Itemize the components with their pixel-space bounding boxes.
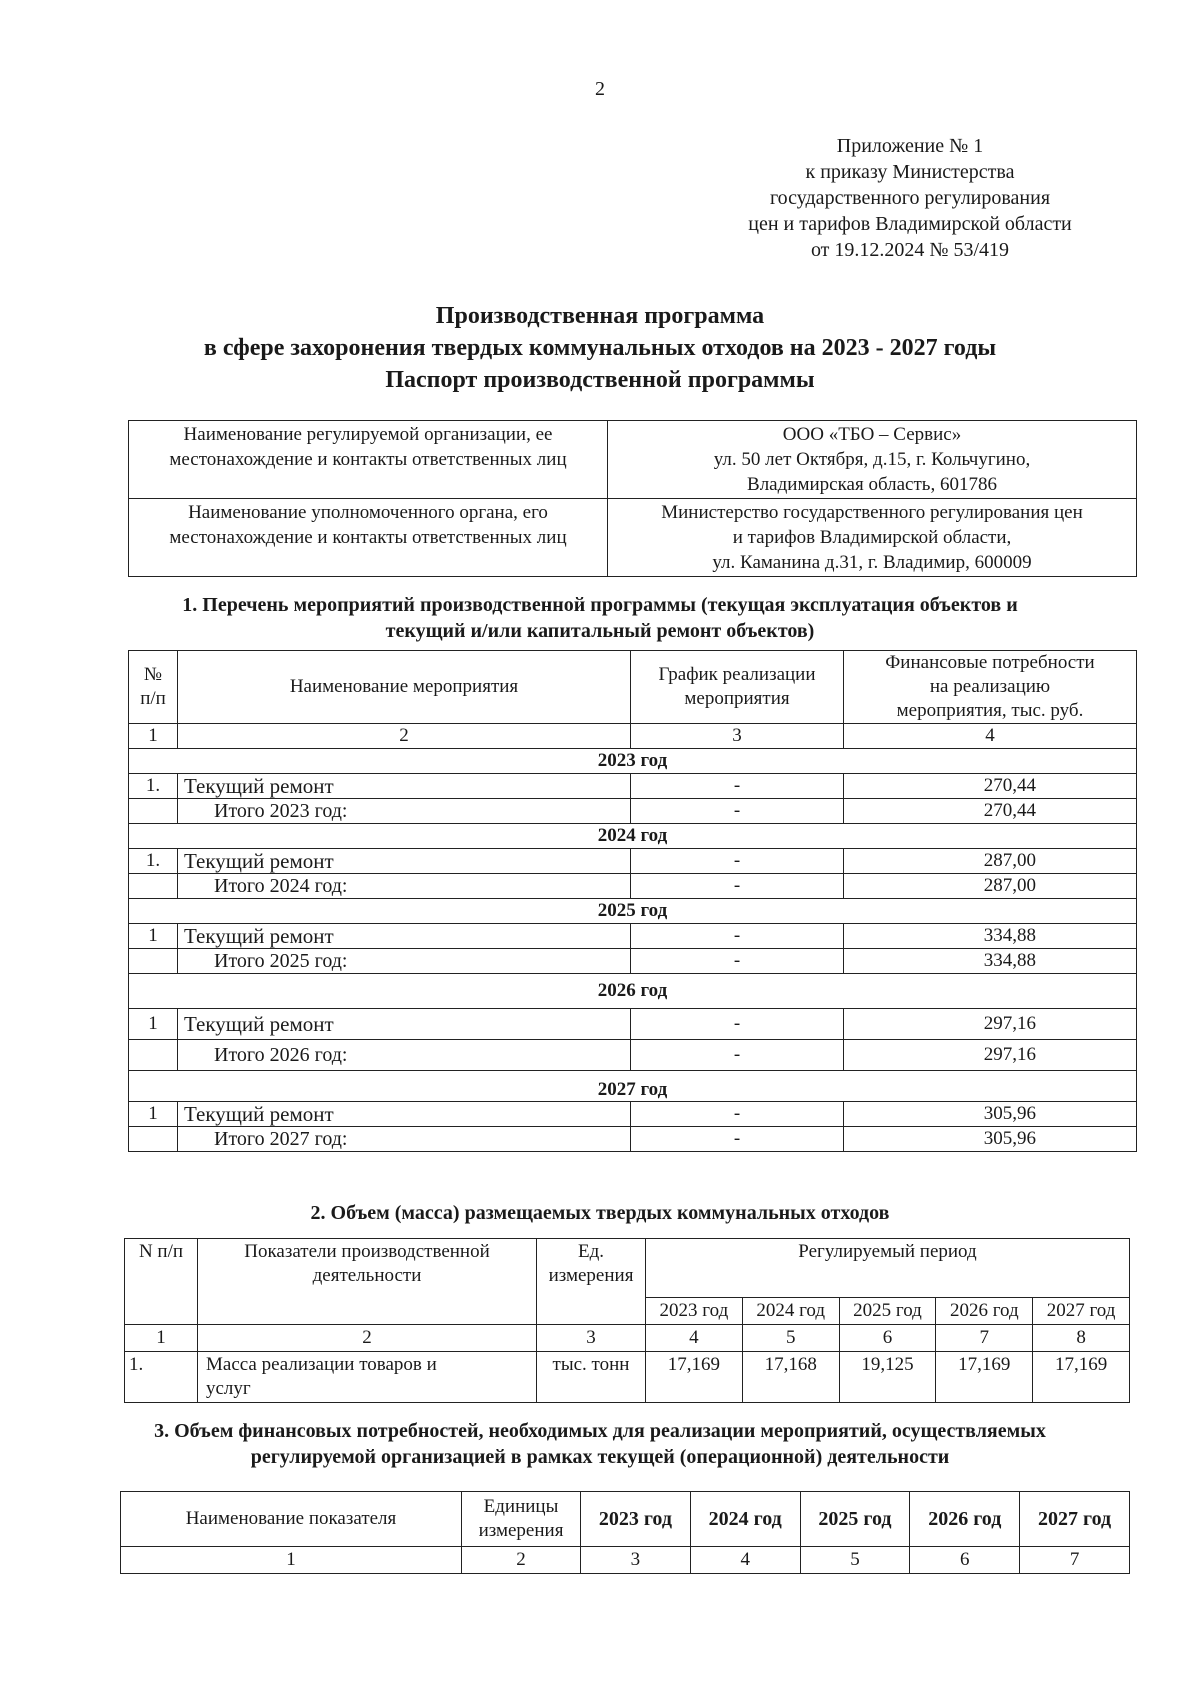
- schedule-value: -: [631, 1040, 844, 1071]
- table-cell: [129, 1040, 178, 1071]
- column-number: 5: [800, 1547, 910, 1574]
- total-amount: 287,00: [844, 874, 1137, 899]
- year-label: 2027 год: [129, 1071, 1137, 1102]
- year-row: [129, 1071, 1137, 1102]
- cell-text: Наименование регулируемой организации, ее: [183, 424, 553, 445]
- activity-name: Текущий ремонт: [178, 774, 631, 799]
- header-cell: [631, 651, 844, 724]
- cell-text: Масса реализации товаров и: [206, 1354, 437, 1375]
- row-number: 1.: [129, 774, 178, 799]
- waste-volume-table: [124, 1238, 1130, 1403]
- year-header: 2025 год: [839, 1298, 936, 1325]
- total-row: [129, 1127, 1137, 1152]
- cell-text: Министерство государственного регулирования цен: [661, 502, 1083, 523]
- header-text: мероприятия: [684, 688, 790, 709]
- schedule-value: -: [631, 849, 844, 874]
- header-text: №: [143, 664, 163, 685]
- column-number: 2: [462, 1547, 581, 1574]
- column-number-row: [121, 1547, 1130, 1574]
- column-number: 6: [910, 1547, 1020, 1574]
- table-row: [129, 421, 1137, 499]
- column-number: 1: [125, 1325, 198, 1352]
- header-text: измерения: [478, 1520, 564, 1541]
- cell-text: ул. 50 лет Октября, д.15, г. Кольчугино,: [713, 449, 1031, 470]
- passport-table: [128, 420, 1137, 577]
- header-text: мероприятия, тыс. руб.: [896, 700, 1084, 721]
- header-cell: [462, 1492, 581, 1547]
- table-row: [129, 499, 1137, 577]
- year-label: 2025 год: [129, 899, 1137, 924]
- column-number: 7: [1020, 1547, 1130, 1574]
- table-cell: [129, 421, 608, 499]
- mass-value: 19,125: [839, 1352, 936, 1403]
- column-number: 3: [631, 724, 844, 749]
- column-number: 4: [844, 724, 1137, 749]
- page-number: 2: [595, 78, 605, 100]
- column-number: 1: [129, 724, 178, 749]
- mass-value: 17,169: [1033, 1352, 1130, 1403]
- header-cell: Регулируемый период: [646, 1239, 1130, 1298]
- total-label: Итого 2024 год:: [178, 874, 631, 899]
- row-number: 1: [129, 924, 178, 949]
- header-cell: [844, 651, 1137, 724]
- total-amount: 297,16: [844, 1040, 1137, 1071]
- column-number: 4: [690, 1547, 800, 1574]
- mass-value: 17,168: [742, 1352, 839, 1403]
- mass-value: 17,169: [646, 1352, 743, 1403]
- year-label: 2023 год: [129, 749, 1137, 774]
- title-line: Производственная программа: [435, 303, 765, 329]
- column-number: 4: [646, 1325, 743, 1352]
- appendix-line: Приложение № 1: [836, 135, 984, 157]
- table-row: [129, 849, 1137, 874]
- table-row: [129, 1102, 1137, 1127]
- column-number-row: [129, 724, 1137, 749]
- section-title-line: 3. Объем финансовых потребностей, необходимых для реализации мероприятий, осуществляемых: [154, 1420, 1046, 1442]
- total-label: Итого 2025 год:: [178, 949, 631, 974]
- total-row: [129, 1040, 1137, 1071]
- header-cell: Наименование мероприятия: [178, 651, 631, 724]
- column-number: 1: [121, 1547, 462, 1574]
- amount-value: 334,88: [844, 924, 1137, 949]
- cell-text: местонахождение и контакты ответственных лиц: [169, 527, 567, 548]
- title-line: Паспорт производственной программы: [385, 367, 815, 393]
- table-row: [129, 774, 1137, 799]
- column-number: 6: [839, 1325, 936, 1352]
- total-row: [129, 874, 1137, 899]
- total-amount: 270,44: [844, 799, 1137, 824]
- appendix-line: к приказу Министерства: [805, 161, 1015, 183]
- schedule-value: -: [631, 874, 844, 899]
- schedule-value: -: [631, 949, 844, 974]
- year-header: 2025 год: [800, 1492, 910, 1547]
- document-title: [0, 300, 1200, 396]
- row-number: 1: [129, 1009, 178, 1040]
- row-number: 1: [129, 1102, 178, 1127]
- header-text: п/п: [140, 688, 166, 709]
- section-title-line: 1. Перечень мероприятий производственной программы (текущая эксплуатация объектов и: [182, 594, 1018, 616]
- column-number: 5: [742, 1325, 839, 1352]
- column-number: 2: [198, 1325, 537, 1352]
- appendix-note: [700, 133, 1120, 263]
- year-header: 2026 год: [910, 1492, 1020, 1547]
- year-header: 2024 год: [742, 1298, 839, 1325]
- total-row: [129, 799, 1137, 824]
- table-header-row: [121, 1492, 1130, 1547]
- total-amount: 334,88: [844, 949, 1137, 974]
- total-label: Итого 2027 год:: [178, 1127, 631, 1152]
- total-label: Итого 2026 год:: [178, 1040, 631, 1071]
- year-label: 2026 год: [129, 974, 1137, 1009]
- activity-name: Текущий ремонт: [178, 849, 631, 874]
- total-label: Итого 2023 год:: [178, 799, 631, 824]
- header-cell: [198, 1239, 537, 1325]
- year-header: 2023 год: [646, 1298, 743, 1325]
- column-number: 3: [581, 1547, 691, 1574]
- year-row: [129, 899, 1137, 924]
- amount-value: 287,00: [844, 849, 1137, 874]
- year-header: 2026 год: [936, 1298, 1033, 1325]
- section-title-line: регулируемой организацией в рамках текущей (операционной) деятельности: [250, 1446, 950, 1468]
- column-number: 2: [178, 724, 631, 749]
- header-text: Финансовые потребности: [885, 652, 1095, 673]
- section3-title: [0, 1418, 1200, 1470]
- header-text: Ед.: [577, 1241, 605, 1262]
- row-number: 1.: [125, 1352, 198, 1403]
- cell-text: местонахождение и контакты ответственных лиц: [169, 449, 567, 470]
- column-number-row: [125, 1325, 1130, 1352]
- header-text: измерения: [548, 1265, 634, 1286]
- year-header: 2027 год: [1033, 1298, 1130, 1325]
- table-cell: [129, 499, 608, 577]
- header-text: деятельности: [312, 1265, 422, 1286]
- schedule-value: -: [631, 1009, 844, 1040]
- activity-name: Текущий ремонт: [178, 1102, 631, 1127]
- cell-text: ООО «ТБО – Сервис»: [782, 424, 962, 445]
- year-header: 2023 год: [581, 1492, 691, 1547]
- table-row: [129, 1009, 1137, 1040]
- cell-text: услуг: [206, 1378, 251, 1399]
- schedule-value: -: [631, 1102, 844, 1127]
- year-label: 2024 год: [129, 824, 1137, 849]
- table-cell: [129, 874, 178, 899]
- schedule-value: -: [631, 774, 844, 799]
- section-title-line: текущий и/или капитальный ремонт объектов): [385, 620, 815, 642]
- year-header: 2027 год: [1020, 1492, 1130, 1547]
- unit-value: тыс. тонн: [537, 1352, 646, 1403]
- header-text: на реализацию: [929, 676, 1051, 697]
- amount-value: 305,96: [844, 1102, 1137, 1127]
- cell-text: и тарифов Владимирской области,: [732, 527, 1012, 548]
- row-number: 1.: [129, 849, 178, 874]
- table-row: [125, 1352, 1130, 1403]
- header-cell: Наименование показателя: [121, 1492, 462, 1547]
- mass-value: 17,169: [936, 1352, 1033, 1403]
- column-number: 8: [1033, 1325, 1130, 1352]
- header-cell: [537, 1239, 646, 1325]
- activity-name: Текущий ремонт: [178, 1009, 631, 1040]
- schedule-value: -: [631, 924, 844, 949]
- column-number: 3: [537, 1325, 646, 1352]
- header-cell: [129, 651, 178, 724]
- table-cell: [608, 499, 1137, 577]
- table-cell: [129, 1127, 178, 1152]
- cell-text: ул. Каманина д.31, г. Владимир, 600009: [712, 552, 1032, 573]
- year-row: [129, 974, 1137, 1009]
- table-row: [129, 924, 1137, 949]
- column-number: 7: [936, 1325, 1033, 1352]
- amount-value: 270,44: [844, 774, 1137, 799]
- appendix-line: от 19.12.2024 № 53/419: [810, 239, 1010, 261]
- total-amount: 305,96: [844, 1127, 1137, 1152]
- amount-value: 297,16: [844, 1009, 1137, 1040]
- activity-name: Текущий ремонт: [178, 924, 631, 949]
- section1-title: [0, 592, 1200, 644]
- table-cell: [129, 949, 178, 974]
- year-header: 2024 год: [690, 1492, 800, 1547]
- financial-needs-table: [120, 1491, 1130, 1574]
- total-row: [129, 949, 1137, 974]
- header-text: Единицы: [483, 1496, 559, 1517]
- table-header-row: [129, 651, 1137, 724]
- table-header-row: [125, 1239, 1130, 1298]
- cell-text: Владимирская область, 601786: [747, 474, 997, 495]
- schedule-value: -: [631, 799, 844, 824]
- header-cell: N п/п: [125, 1239, 198, 1325]
- section2-title: 2. Объем (масса) размещаемых твердых коммунальных отходов: [310, 1202, 890, 1224]
- year-row: [129, 749, 1137, 774]
- activities-table: [128, 650, 1137, 1152]
- title-line: в сфере захоронения твердых коммунальных отходов на 2023 - 2027 годы: [203, 335, 997, 361]
- header-text: Показатели производственной: [244, 1241, 490, 1262]
- year-row: [129, 824, 1137, 849]
- cell-text: Наименование уполномоченного органа, его: [188, 502, 548, 523]
- appendix-line: государственного регулирования: [769, 187, 1051, 209]
- appendix-line: цен и тарифов Владимирской области: [748, 213, 1072, 235]
- schedule-value: -: [631, 1127, 844, 1152]
- table-cell: [608, 421, 1137, 499]
- table-cell: [129, 799, 178, 824]
- header-text: График реализации: [658, 664, 816, 685]
- indicator-name: [198, 1352, 537, 1403]
